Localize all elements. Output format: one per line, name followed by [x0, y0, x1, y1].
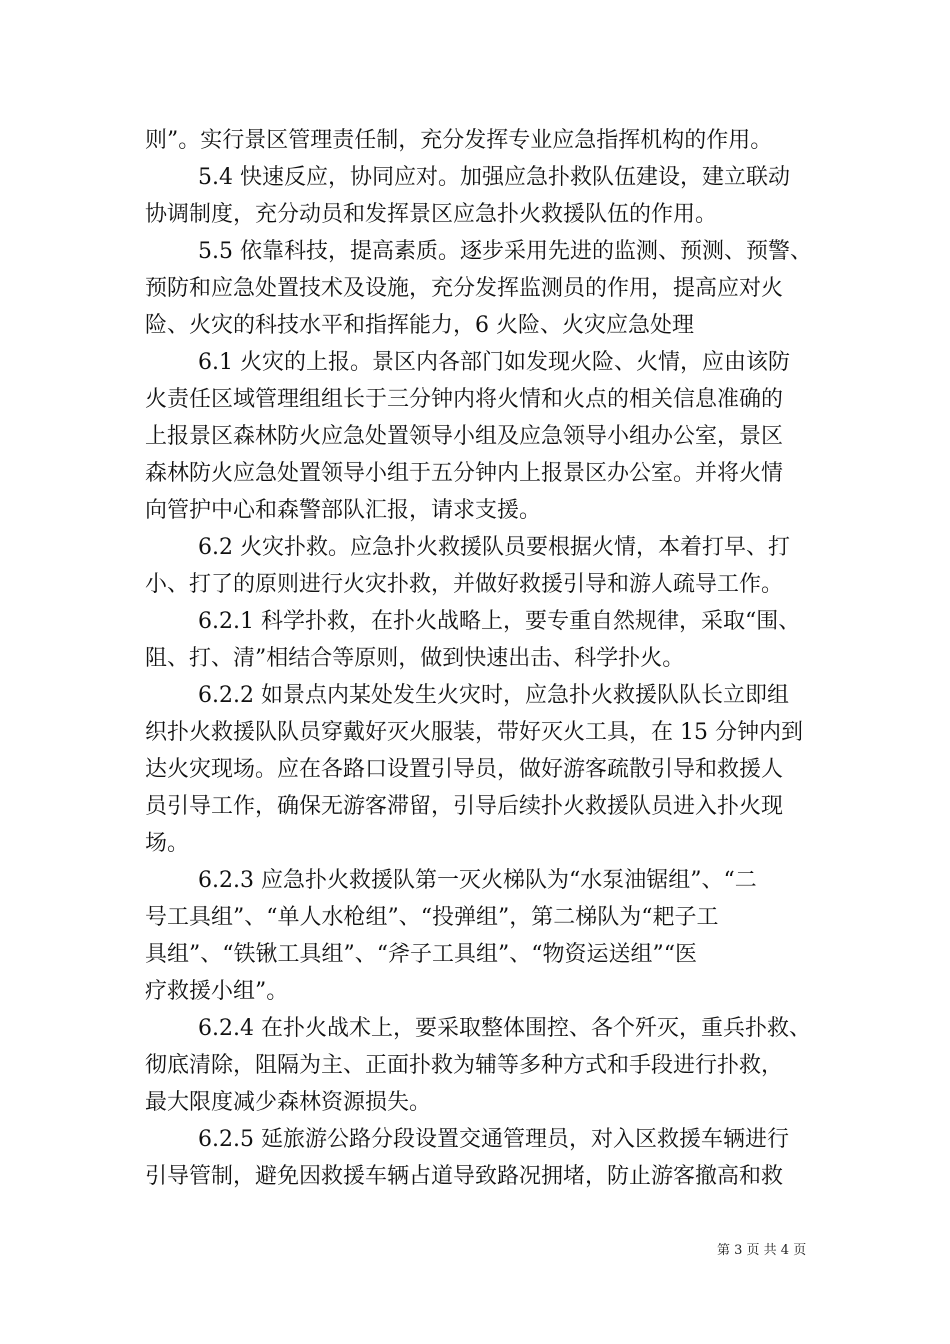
text-line: 预防和应急处置技术及设施，充分发挥监测员的作用，提高应对火	[145, 276, 784, 301]
text-line: 向管护中心和森警部队汇报，请求支援。	[145, 498, 542, 523]
text-line: 疗救援小组”。	[145, 979, 289, 1004]
text-line: 6.2.4 在扑火战术上，要采取整体围控、各个歼灭，重兵扑救、	[198, 1016, 811, 1041]
body-text	[145, 122, 813, 1195]
text-line: 6.2.2 如景点内某处发生火灾时，应急扑火救援队队长立即组	[198, 683, 789, 708]
text-line: 险、火灾的科技水平和指挥能力，6 火险、火灾应急处理	[145, 313, 694, 338]
text-line: 协调制度，充分动员和发挥景区应急扑火救援队伍的作用。	[145, 202, 718, 227]
text-line: 阻、打、清”相结合等原则，做到快速出击、科学扑火。	[145, 646, 685, 671]
text-line: 6.2.3 应急扑火救援队第一灭火梯队为“水泵油锯组”、“二	[198, 868, 757, 893]
page-number-footer: 第 3 页 共 4 页	[717, 1243, 807, 1258]
text-line: 达火灾现场。应在各路口设置引导员，做好游客疏散引导和救援人	[145, 757, 784, 782]
text-line: 引导管制，避免因救援车辆占道导致路况拥堵，防止游客撤高和救	[145, 1164, 784, 1189]
text-line: 场。	[145, 831, 190, 856]
text-line: 6.2 火灾扑救。应急扑火救援队员要根据火情，本着打早、打	[198, 535, 790, 560]
text-line: 5.5 依靠科技，提高素质。逐步采用先进的监测、预测、预警、	[198, 239, 812, 264]
text-line: 森林防火应急处置领导小组于五分钟内上报景区办公室。并将火情	[145, 461, 784, 486]
text-line: 彻底清除，阻隔为主、正面扑救为辅等多种方式和手段进行扑救，	[145, 1053, 784, 1078]
text-line: 小、打了的原则进行火灾扑救，并做好救援引导和游人疏导工作。	[145, 572, 784, 597]
text-line: 最大限度减少森林资源损失。	[145, 1090, 432, 1115]
text-line: 6.2.5 延旅游公路分段设置交通管理员，对入区救援车辆进行	[198, 1127, 789, 1152]
text-line: 火责任区域管理组组长于三分钟内将火情和火点的相关信息准确的	[145, 387, 784, 412]
text-line: 6.1 火灾的上报。景区内各部门如发现火险、火情，应由该防	[198, 350, 790, 375]
text-line: 5.4 快速反应，协同应对。加强应急扑救队伍建设，建立联动	[198, 165, 790, 190]
text-line: 号工具组”、“单人水枪组”、“投弹组”，第二梯队为“耙子工	[145, 905, 719, 930]
text-line: 织扑火救援队队员穿戴好灭火服装，带好灭火工具，在 15 分钟内到	[145, 720, 803, 745]
text-line: 具组”、“铁锹工具组”、“斧子工具组”、“物资运送组”“医	[145, 942, 697, 967]
text-line: 6.2.1 科学扑救，在扑火战略上，要专重自然规律，采取“围、	[198, 609, 801, 634]
text-line: 上报景区森林防火应急处置领导小组及应急领导小组办公室，景区	[145, 424, 784, 449]
text-line: 则”。实行景区管理责任制，充分发挥专业应急指挥机构的作用。	[145, 128, 773, 153]
text-line: 员引导工作，确保无游客滞留，引导后续扑火救援队员进入扑火现	[145, 794, 784, 819]
